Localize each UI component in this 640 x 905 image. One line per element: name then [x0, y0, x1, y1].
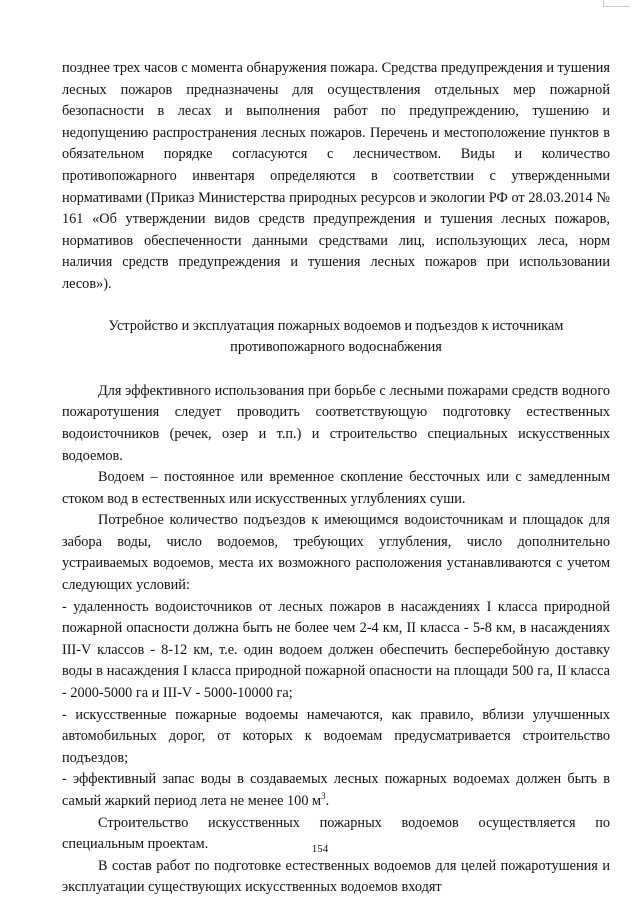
intro-paragraph: позднее трех часов с момента обнаружения пожара. Средства предупреждения и тушения лесных пожаров предназначены для осуществления отдельных мер пожарной безопасности в лесах и выполнения работ по предупреждению, тушению и недопущению распространения лесных пожаров. Перечень и местоположение пунктов в обязательном порядке согласуются с лесничеством. Виды и количество противопожарного инвентаря определяются в соответствии с утвержденными нормативами (Приказ Министерства природных ресурсов и экологии РФ от 28.03.2014 № 161 «Об утверждении видов средств предупреждения и тушения лесных пожаров, нормативов обеспеченности данными средствами лиц, использующих леса, норм наличия средств предупреждения и тушения лесных пожаров при использовании лесов»).: [62, 60, 610, 292]
list-item-water-volume: [62, 769, 610, 812]
paragraph-reservoir-definition: Водоем – постоянное или временное скопление бессточных или с замедленным стоком вод в естественных или искусственных углублениях суши.: [62, 469, 610, 507]
cubic-superscript: 3: [321, 791, 326, 802]
water-volume-text: - эффективный запас воды в создаваемых лесных пожарных водоемах должен быть в самый жаркий период лета не менее 100 м: [62, 771, 610, 809]
paragraph-preparation-works: В состав работ по подготовке естественных водоемов для целей пожаротушения и эксплуатации существующих искусственных водоемов входят: [62, 857, 610, 896]
page-number: 154: [311, 843, 329, 855]
page-body: [62, 58, 610, 899]
paragraph-water-sources: Для эффективного использования при борьбе с лесными пожарами средств водного пожаротушения следует проводить соответствующую подготовку естественных водоисточников (речек, озер и т.п.) и строительство специальных искусственных водоемов.: [62, 382, 610, 464]
scan-corner-mark: [603, 0, 630, 7]
paragraph-construction: Строительство искусственных пожарных водоемов осуществляется по специальным проектам.: [62, 814, 610, 853]
list-item-roads: - искусственные пожарные водоемы намечаются, как правило, вблизи улучшенных автомобильных дорог, от которых к водоемам предусматривается строительство подъездов;: [62, 706, 610, 766]
section-heading-line-1: Устройство и эксплуатация пожарных водоемов и подъездов к источникам: [108, 317, 564, 334]
section-heading-line-2: противопожарного водоснабжения: [230, 339, 442, 356]
water-volume-end: .: [325, 793, 330, 809]
paragraph-conditions: Потребное количество подъездов к имеющимся водоисточникам и площадок для забора воды, число водоемов, требующих углубления, число дополнительно устраиваемых водоемов, места их возможного расположения устанавливаются с учетом следующих условий:: [62, 512, 610, 594]
section-heading: [62, 316, 610, 359]
list-item-distance: - удаленность водоисточников от лесных пожаров в насаждениях I класса природной пожарной опасности должна быть не более чем 2-4 км, II класса - 5-8 км, в насаждениях III-V классов - 8-12 км, т.е. один водоем должен обеспечить бесперебойную доставку воды в насаждения I класса природной пожарной опасности на площади 500 га, II класса - 2000-5000 га и III-V - 5000-10000 га;: [62, 598, 610, 702]
